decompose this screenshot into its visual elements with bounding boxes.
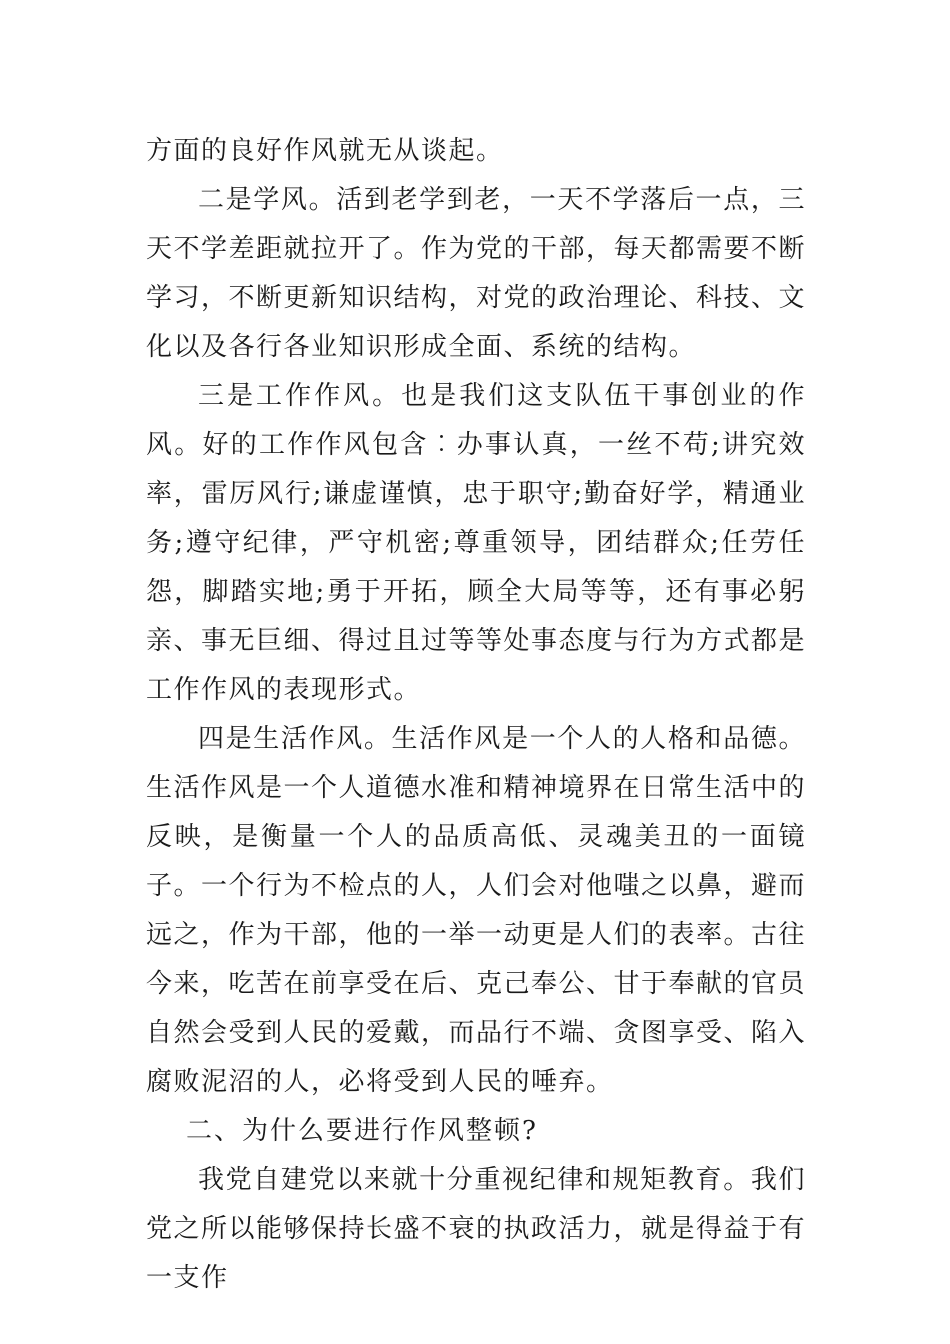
paragraph-party-discipline: 我党自建党以来就十分重视纪律和规矩教育。我们党之所以能够保持长盛不衰的执政活力，就是得益于有一支作 <box>146 1165 807 1293</box>
paragraph-study-style: 二是学风。活到老学到老，一天不学落后一点，三天不学差距就拉开了。作为党的干部，每天都需要不断学习，不断更新知识结构，对党的政治理论、科技、文化以及各行各业知识形成全面、系统的结构。 <box>146 185 807 362</box>
paragraph-work-style: 三是工作作风。也是我们这支队伍干事创业的作风。好的工作作风包含︰办事认真，一丝不苟;讲究效率，雷厉风行;谦虚谨慎，忠于职守;勤奋好学，精通业务;遵守纪律，严守机密;尊重领导，团结群众;任劳任怨，脚踏实地;勇于开拓，顾全大局等等，还有事必躬亲、事无巨细、得过且过等等处事态度与行为方式都是工作作风的表现形式。 <box>146 381 807 705</box>
section-heading: 二、为什么要进行作风整顿? <box>186 1116 538 1146</box>
paragraph-continuation: 方面的良好作风就无从谈起。 <box>146 136 504 166</box>
paragraph-life-style: 四是生活作风。生活作风是一个人的人格和品德。生活作风是一个人道德水准和精神境界在日常生活中的反映，是衡量一个人的品质高低、灵魂美丑的一面镜子。一个行为不检点的人，人们会对他嗤之以鼻，避而远之，作为干部，他的一举一动更是人们的表率。古往今来，吃苦在前享受在后、克己奉公、甘于奉献的官员自然会受到人民的爱戴，而品行不端、贪图享受、陷入腐败泥沼的人，必将受到人民的唾弃。 <box>146 724 807 1097</box>
document-body <box>146 127 806 1303</box>
